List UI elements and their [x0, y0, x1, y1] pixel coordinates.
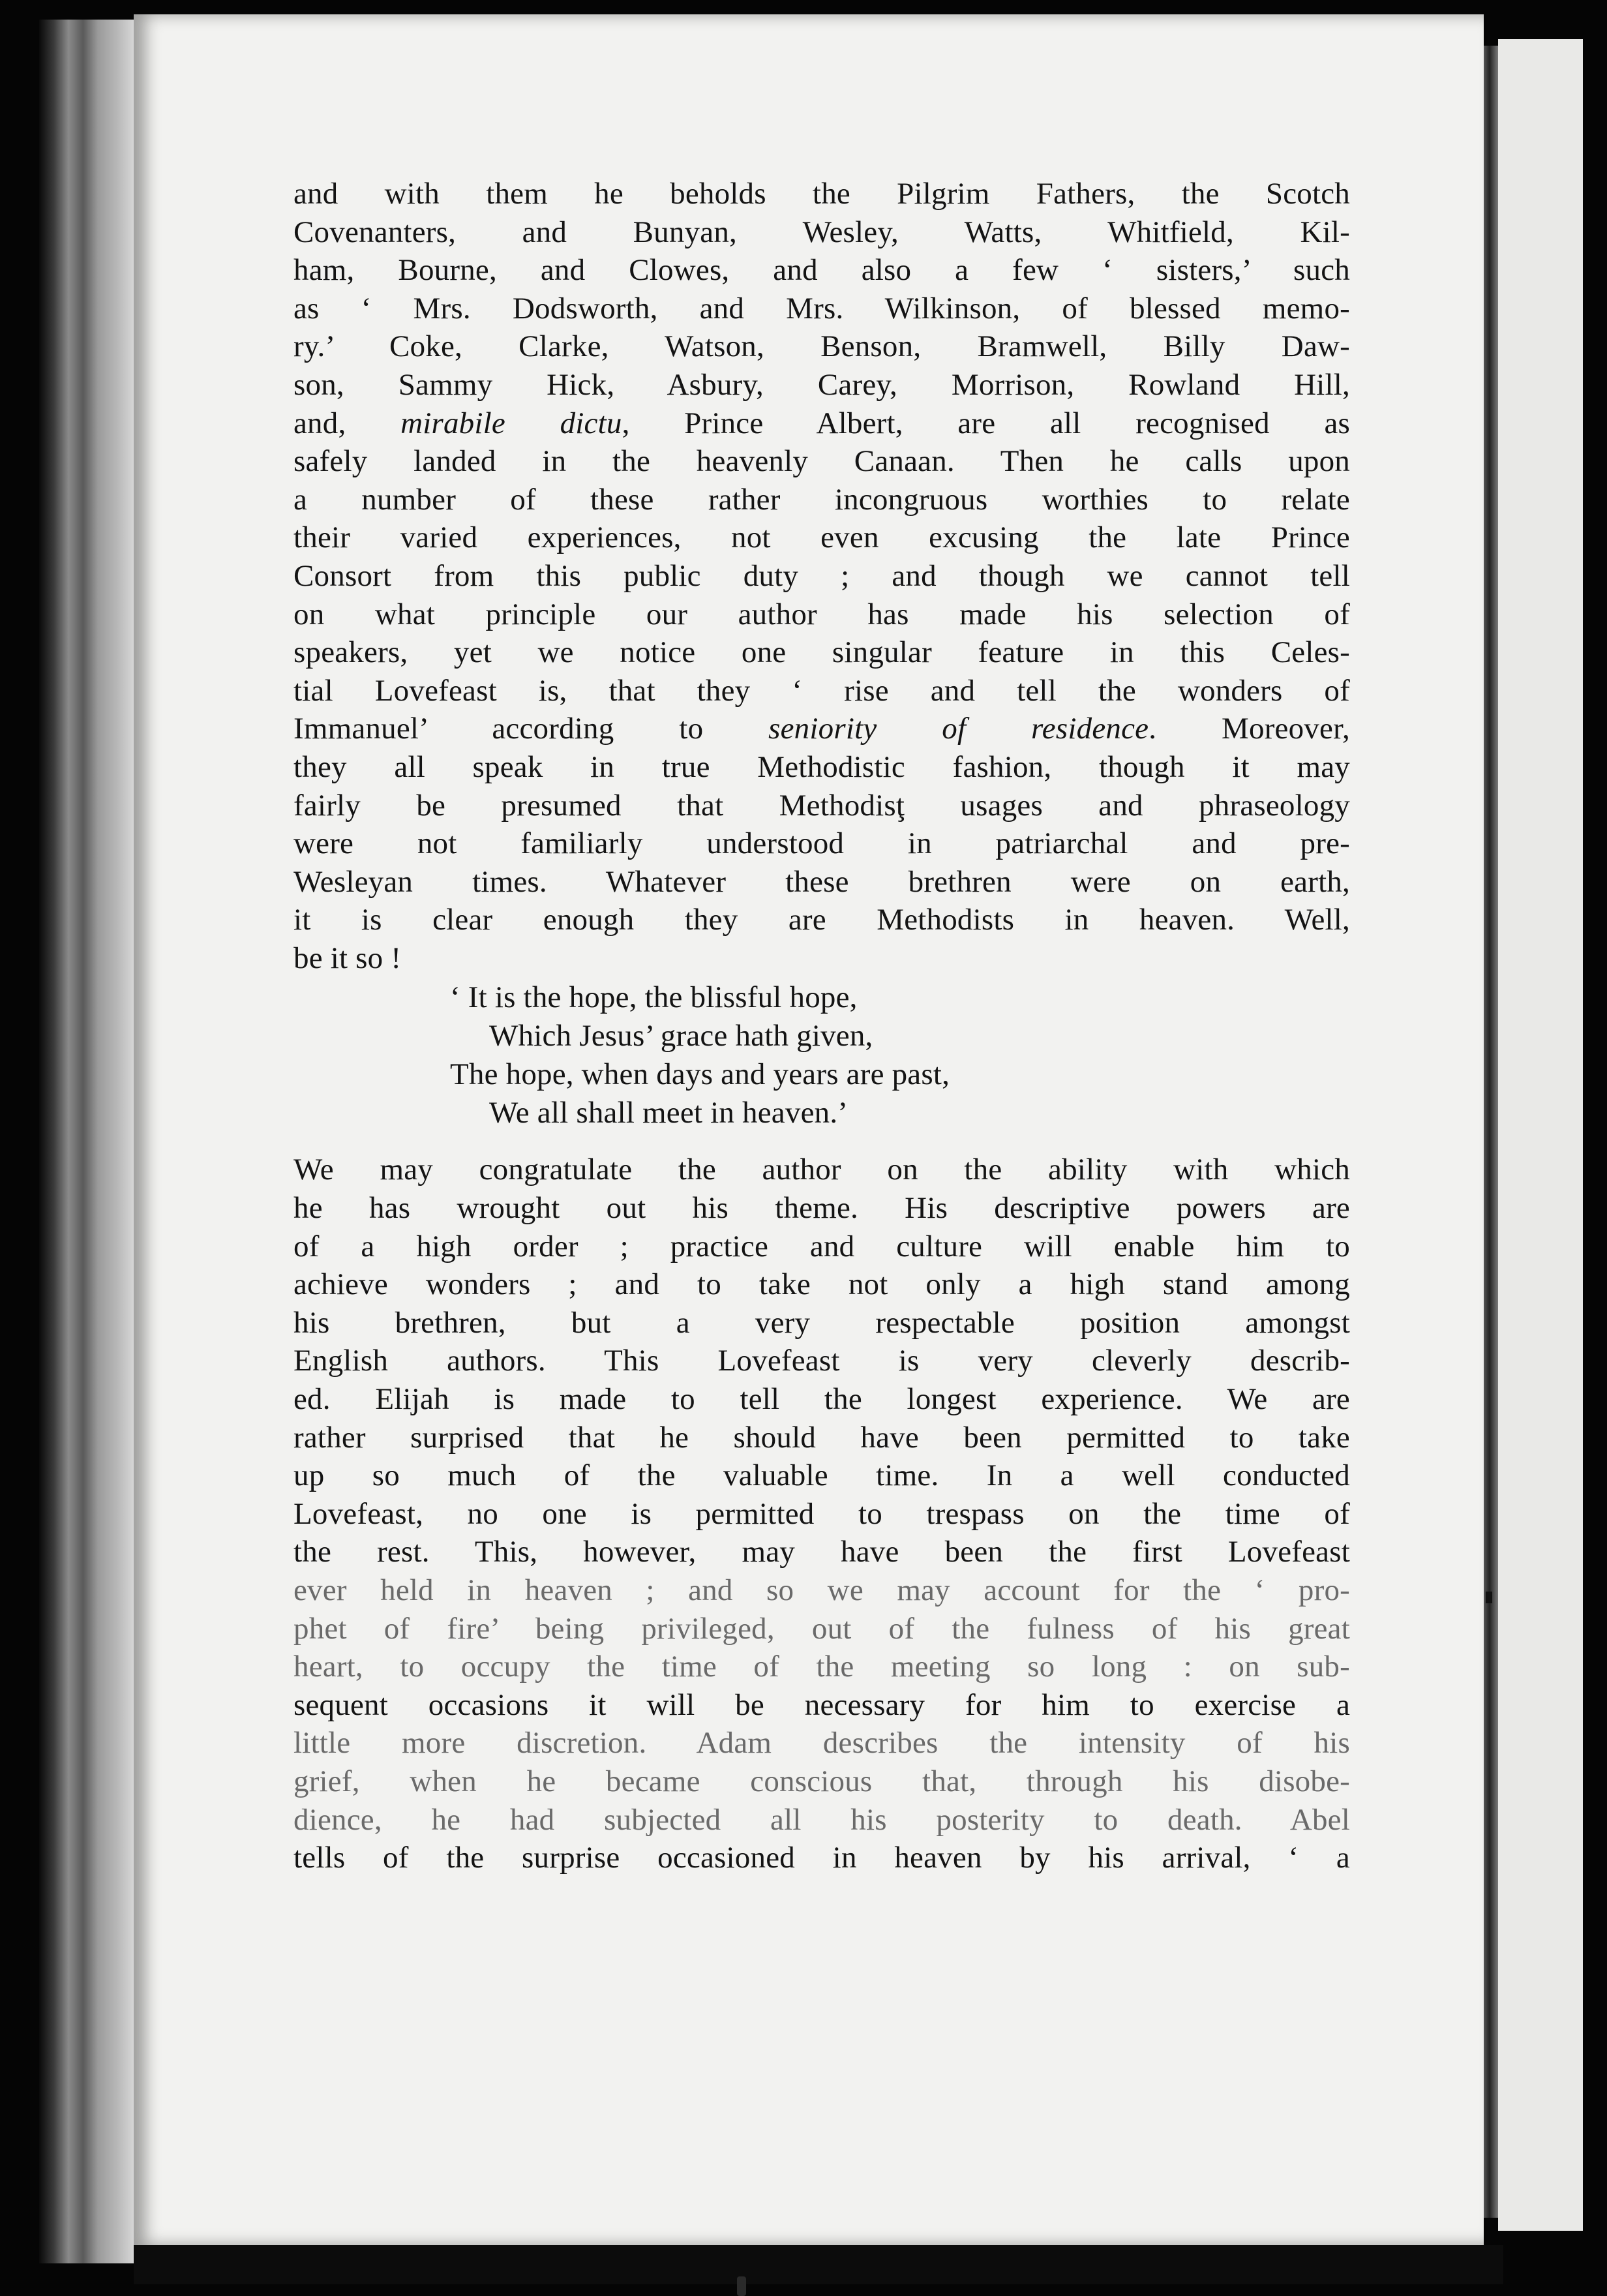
text-segment: . Moreover,: [1149, 712, 1350, 746]
text-line: and with them he beholds the Pilgrim Fathers, the Scotch: [293, 177, 1350, 211]
text-line: heart, to occupy the time of the meeting so long : on sub-: [293, 1650, 1350, 1684]
italic-phrase: seniority of residence: [768, 712, 1149, 746]
paragraph-2: [293, 1151, 1350, 1877]
text-line: they all speak in true Methodistic fashion, though it may: [293, 749, 1350, 784]
text-segment: Immanuel’ according to: [293, 712, 769, 746]
text-line: Lovefeast, no one is permitted to trespass on the time of: [293, 1496, 1350, 1531]
text-line: dience, he had subjected all his posterity to death. Abel: [293, 1802, 1350, 1837]
text-line: it is clear enough they are Methodists in heaven. Well,: [293, 903, 1350, 937]
text-segment: and,: [293, 406, 401, 440]
text-line: sequent occasions it will be necessary for him to exercise a: [293, 1687, 1350, 1722]
text-line: little more discretion. Adam describes the intensity of his: [293, 1726, 1350, 1760]
text-line: be it so !: [293, 941, 402, 975]
text-line: safely landed in the heavenly Canaan. Then he calls upon: [293, 444, 1350, 479]
margin-mark: [1486, 1592, 1492, 1603]
text-line: English authors. This Lovefeast is very cleverly describ-: [293, 1344, 1350, 1378]
text-line: speakers, yet we notice one singular feature in this Celes-: [293, 635, 1350, 670]
text-line: their varied experiences, not even excusing the late Prince: [293, 521, 1350, 555]
text-line: as ‘ Mrs. Dodsworth, and Mrs. Wilkinson, of blessed memo-: [293, 291, 1350, 325]
facing-page-edge: [1498, 39, 1583, 2231]
verse-line: The hope, when days and years are past,: [450, 1057, 950, 1092]
text-line: ham, Bourne, and Clowes, and also a few ‘ sisters,’ such: [293, 253, 1350, 288]
page-bottom-edge: [134, 2245, 1503, 2284]
text-line: son, Sammy Hick, Asbury, Carey, Morrison, Rowland Hill,: [293, 367, 1350, 402]
text-line: on what principle our author has made his selection of: [293, 597, 1350, 631]
verse-quotation: [293, 978, 1350, 1132]
italic-phrase: mirabile dictu: [400, 406, 622, 440]
verse-line: ‘ It is the hope, the blissful hope,: [450, 980, 858, 1015]
verse-line: Which Jesus’ grace hath given,: [489, 1019, 873, 1053]
book-binding: [39, 20, 137, 2263]
text-line: rather surprised that he should have been permitted to take: [293, 1420, 1350, 1455]
text-line: fairly be presumed that Methodisţ usages and phraseology: [293, 788, 1350, 823]
text-line-with-italic: [293, 710, 1350, 748]
text-line: Consort from this public duty ; and though we cannot tell: [293, 558, 1350, 593]
page-text: [293, 175, 1350, 1877]
text-line: ry.’ Coke, Clarke, Watson, Benson, Bramwell, Billy Daw-: [293, 329, 1350, 364]
text-line: ed. Elijah is made to tell the longest experience. We are: [293, 1382, 1350, 1417]
verse-line: We all shall meet in heaven.’: [489, 1096, 849, 1130]
text-line: grief, when he became conscious that, through his disobe-: [293, 1764, 1350, 1798]
text-line: tells of the surprise occasioned in heaven by his arrival, ‘ a: [293, 1841, 1350, 1875]
text-line: up so much of the valuable time. In a well conducted: [293, 1458, 1350, 1493]
text-line: tial Lovefeast is, that they ‘ rise and tell the wonders of: [293, 673, 1350, 708]
text-line: the rest. This, however, may have been the first Lovefeast: [293, 1535, 1350, 1569]
text-line: Wesleyan times. Whatever these brethren were on earth,: [293, 864, 1350, 899]
text-line: a number of these rather incongruous worthies to relate: [293, 482, 1350, 517]
text-line: his brethren, but a very respectable position amongst: [293, 1305, 1350, 1340]
page-gutter: [1484, 46, 1498, 2218]
paragraph-1: [293, 175, 1350, 977]
text-line: ever held in heaven ; and so we may account for the ‘ pro-: [293, 1573, 1350, 1607]
text-line: Covenanters, and Bunyan, Wesley, Watts, Whitfield, Kil-: [293, 215, 1350, 249]
text-line: achieve wonders ; and to take not only a high stand among: [293, 1267, 1350, 1302]
text-line: We may congratulate the author on the ability with which: [293, 1153, 1350, 1187]
text-line: were not familiarly understood in patriarchal and pre-: [293, 826, 1350, 861]
text-line: of a high order ; practice and culture will enable him to: [293, 1229, 1350, 1263]
text-line: he has wrought out his theme. His descriptive powers are: [293, 1191, 1350, 1226]
stray-mark: [737, 2276, 746, 2296]
text-line: phet of fire’ being privileged, out of the fulness of his great: [293, 1611, 1350, 1646]
text-segment: , Prince Albert, are all recognised as: [622, 406, 1350, 440]
text-line-with-italic: [293, 404, 1350, 443]
